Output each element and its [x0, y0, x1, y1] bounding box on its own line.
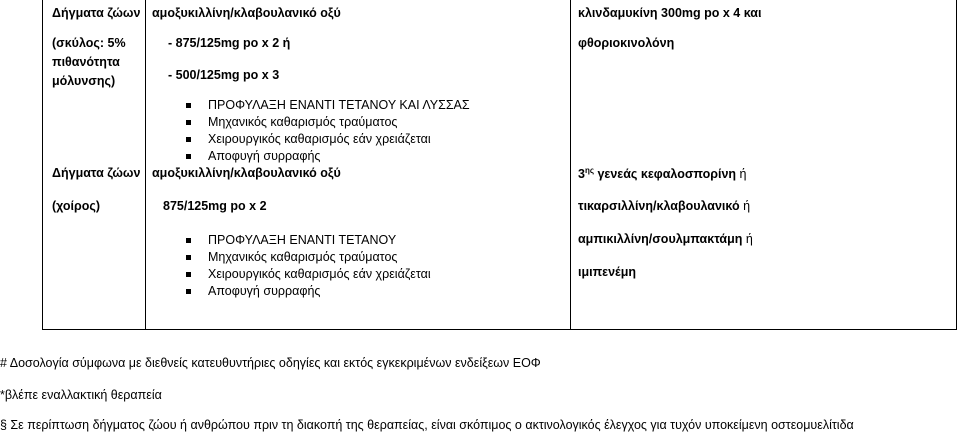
row2-bullet-4: Αποφυγή συρραφής: [208, 284, 321, 298]
row1-category-line4: μόλυνσης): [52, 74, 116, 88]
row1-dose-1: - 875/125mg po x 2 ή: [168, 36, 291, 50]
footnote-alternative: *βλέπε εναλλακτική θεραπεία: [0, 388, 162, 402]
row2-gen-text: γενεάς κεφαλοσπορίνη: [594, 167, 737, 182]
row2-imipenem: ιμιπενέμη: [578, 265, 636, 279]
square-bullet-icon: [186, 154, 191, 159]
square-bullet-icon: [186, 289, 191, 294]
row1-drug: αμοξυκιλλίνη/κλαβουλανικό οξύ: [152, 6, 341, 20]
table-left-border: [42, 0, 43, 330]
row2-or-2: ή: [739, 199, 751, 213]
row2-category-line2: (χοίρος): [52, 199, 101, 213]
square-bullet-icon: [186, 103, 191, 108]
row1-dose-2: - 500/125mg po x 3: [168, 68, 280, 82]
row1-category-line3: πιθανότητα: [52, 55, 120, 69]
row1-bullet-1: ΠΡΟΦΥΛΑΞΗ ΕΝΑΝΤΙ ΤΕΤΑΝΟΥ ΚΑΙ ΛΥΣΣΑΣ: [208, 98, 470, 112]
row1-bullet-4: Αποφυγή συρραφής: [208, 149, 321, 163]
row1-alternative-line2: φθοριοκινολόνη: [578, 36, 675, 50]
table-col-divider-1: [145, 0, 146, 330]
row2-bullet-2: Μηχανικός καθαρισμός τραύματος: [208, 250, 398, 264]
row1-bullet-2: Μηχανικός καθαρισμός τραύματος: [208, 115, 398, 129]
square-bullet-icon: [186, 238, 191, 243]
row2-alternative-line2: [578, 199, 750, 213]
row2-ticarcillin: τικαρσιλλίνη/κλαβουλανικό: [578, 199, 740, 213]
square-bullet-icon: [186, 137, 191, 142]
row1-category-line2: (σκύλος: 5%: [52, 36, 126, 50]
row2-ampicillin: αμπικιλλίνη/σουλμπακτάμη: [578, 232, 743, 246]
row2-or-3: ή: [742, 232, 753, 246]
row2-bullet-3: Χειρουργικός καθαρισμός εάν χρειάζεται: [208, 267, 431, 281]
row2-alternative-line3: [578, 232, 753, 246]
footnote-dosage: # Δοσολογία σύμφωνα με διεθνείς κατευθυντήριες οδηγίες και εκτός εγκεκριμένων ενδείξεων ΕΟΦ: [0, 356, 541, 370]
table-bottom-border: [42, 329, 957, 330]
table-col-divider-2: [570, 0, 571, 330]
row1-alternative-line1: κλινδαμυκίνη 300mg po x 4 και: [578, 6, 762, 20]
row2-or-1: ή: [736, 167, 747, 182]
row2-dose: 875/125mg po x 2: [163, 199, 267, 213]
table-right-border: [956, 0, 957, 330]
row1-bullet-3: Χειρουργικός καθαρισμός εάν χρειάζεται: [208, 132, 431, 146]
square-bullet-icon: [186, 120, 191, 125]
row1-category-line1: Δήγματα ζώων: [52, 6, 141, 20]
row2-gen-number: 3: [578, 167, 585, 182]
footnote-radiology: § Σε περίπτωση δήγματος ζώου ή ανθρώπου πριν τη διακοπή της θεραπείας, είναι σκόπιμος ο ακτινολογικός έλεγχος για τυχόν υποκείμενη οστεομυελίτιδα: [0, 418, 854, 432]
row2-category-line1: Δήγματα ζώων: [52, 166, 141, 180]
row2-gen-superscript: ης: [584, 166, 594, 175]
square-bullet-icon: [186, 272, 191, 277]
row2-drug: αμοξυκιλλίνη/κλαβουλανικό οξύ: [152, 166, 341, 180]
row2-alternative-line1: [578, 166, 747, 181]
row2-bullet-1: ΠΡΟΦΥΛΑΞΗ ΕΝΑΝΤΙ ΤΕΤΑΝΟΥ: [208, 233, 397, 247]
square-bullet-icon: [186, 255, 191, 260]
